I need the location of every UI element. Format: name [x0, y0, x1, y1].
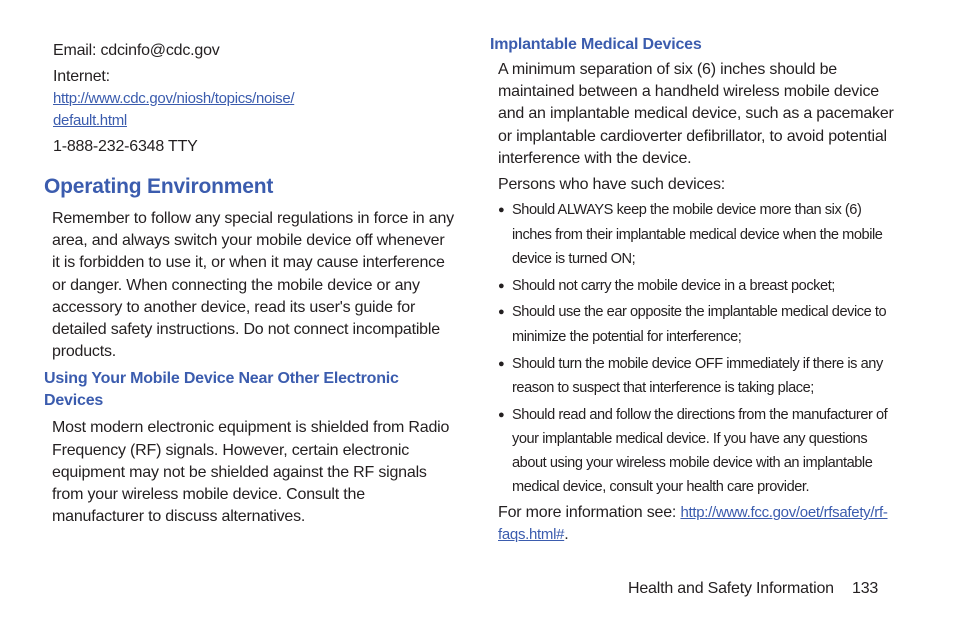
page-number: 133	[852, 580, 879, 597]
near-electronic-heading: Using Your Mobile Device Near Other Electronic Devices	[44, 370, 399, 410]
operating-environment-heading: Operating Environment	[44, 175, 274, 198]
page-footer	[628, 578, 888, 600]
bullet-text: Should use the ear opposite the implantable medical device to minimize the potential for interference;	[512, 304, 887, 345]
contact-internet-link-line1[interactable]: http://www.cdc.gov/niosh/topics/noise/	[53, 90, 295, 107]
list-item	[498, 352, 900, 401]
implantable-bullet-list	[498, 198, 900, 500]
list-item	[498, 403, 900, 500]
bullet-text: Should turn the mobile device OFF immediately if there is any reason to suspect that interference is taking place;	[512, 355, 883, 396]
contact-internet-link-line2[interactable]: default.html	[53, 112, 127, 129]
right-column	[490, 34, 900, 547]
bullet-icon: ●	[498, 204, 505, 217]
implantable-persons-intro: Persons who have such devices:	[498, 176, 726, 194]
implantable-heading: Implantable Medical Devices	[490, 36, 702, 53]
bullet-icon: ●	[498, 279, 505, 292]
bullet-text: Should not carry the mobile device in a breast pocket;	[512, 277, 835, 294]
bullet-icon: ●	[498, 306, 505, 319]
bullet-icon: ●	[498, 357, 505, 370]
bullet-text: Should ALWAYS keep the mobile device more than six (6) inches from their implantable medical device when the mobile device is turned ON;	[512, 202, 883, 267]
left-column	[44, 40, 454, 528]
more-info	[498, 502, 900, 546]
contact-internet-label: Internet:	[53, 68, 110, 85]
bullet-icon: ●	[498, 408, 505, 421]
more-info-end: .	[564, 526, 569, 544]
contact-internet-link[interactable]	[53, 88, 454, 132]
near-electronic-body: Most modern electronic equipment is shielded from Radio Frequency (RF) signals. However, certain electronic equipment may not be shielded against the RF signals from your wireless mobile device. Consult the manufacturer to discuss alternatives.	[52, 419, 450, 526]
operating-environment-body: Remember to follow any special regulations in force in any area, and always switch your mobile device off whenever it is forbidden to use it, or when it may cause interference or danger. When connecting the mobile device or any accessory to another device, read its user's guide for detailed safety instructions. Do not connect incompatible products.	[52, 210, 454, 361]
contact-phone: 1-888-232-6348 TTY	[53, 138, 198, 155]
more-info-link-part1[interactable]: http://www.fcc.gov/oet/rfsafety/rf-	[680, 504, 888, 522]
more-info-link-part2[interactable]: faqs.html#	[498, 526, 565, 544]
list-item	[498, 274, 900, 298]
footer-section-title: Health and Safety Information	[628, 580, 834, 597]
list-item	[498, 198, 900, 271]
more-info-label: For more information see:	[498, 504, 677, 522]
bullet-text: Should read and follow the directions from the manufacturer of your implantable medical device. If you have any questions about using your wireless mobile device with an implantable medical device, consult your health care provider.	[512, 406, 888, 496]
list-item	[498, 300, 900, 349]
implantable-body: A minimum separation of six (6) inches should be maintained between a handheld wireless mobile device and an implantable medical device, such as a pacemaker or implantable cardioverter defibrillator, to avoid potential interference with the device.	[498, 61, 894, 167]
contact-email: Email: cdcinfo@cdc.gov	[53, 42, 220, 59]
